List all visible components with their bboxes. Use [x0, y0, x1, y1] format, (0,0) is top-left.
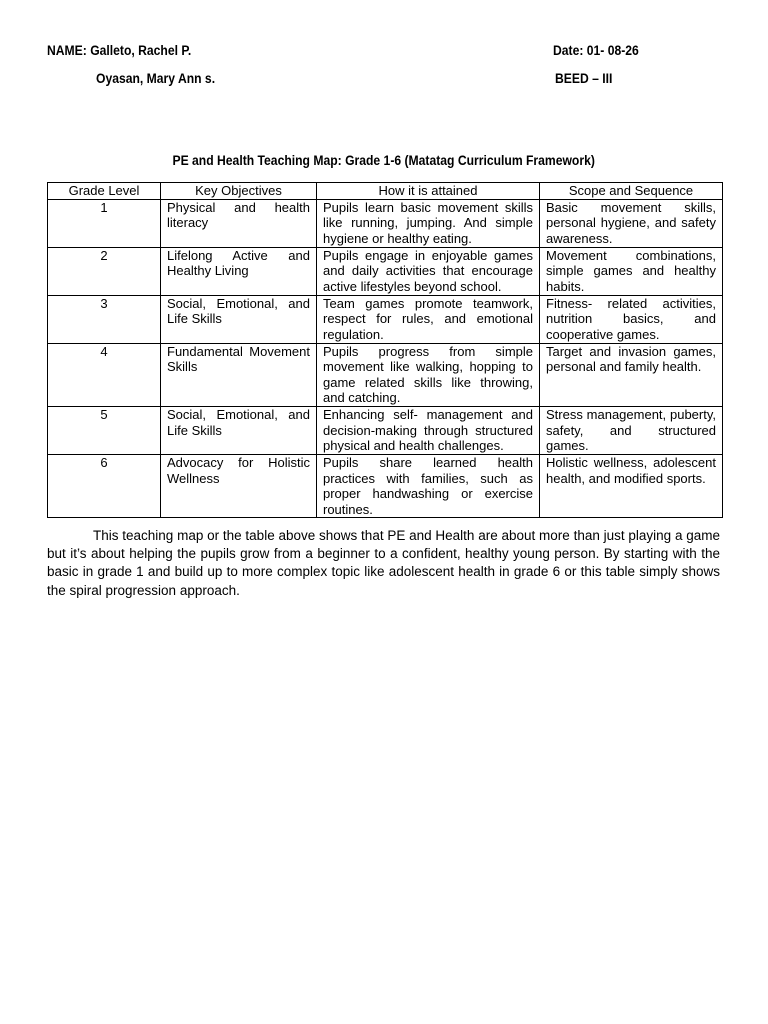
grade-cell: 1 — [48, 199, 161, 247]
table-row — [48, 295, 723, 343]
attained-cell: Pupils engage in enjoyable games and daily activities that encourage active lifestyles beyond school. — [317, 247, 540, 295]
objective-cell: Lifelong Active and Healthy Living — [161, 247, 317, 295]
scope-cell: Holistic wellness, adolescent health, and modified sports. — [540, 454, 723, 517]
objective-cell: Advocacy for Holistic Wellness — [161, 454, 317, 517]
grade-cell: 4 — [48, 343, 161, 406]
second-name-line: Oyasan, Mary Ann s. — [96, 71, 216, 86]
grade-cell: 6 — [48, 454, 161, 517]
objective-cell: Social, Emotional, and Life Skills — [161, 406, 317, 454]
document-title-text: PE and Health Teaching Map: Grade 1-6 (Matatag Curriculum Framework) — [172, 153, 596, 168]
scope-cell: Movement combinations, simple games and healthy habits. — [540, 247, 723, 295]
scope-cell: Stress management, puberty, safety, and structured games. — [540, 406, 723, 454]
table-row — [48, 406, 723, 454]
scope-cell: Fitness- related activities, nutrition basics, and cooperative games. — [540, 295, 723, 343]
grade-cell: 5 — [48, 406, 161, 454]
date-line: Date: 01- 08-26 — [553, 43, 639, 58]
scope-cell: Basic movement skills, personal hygiene, and safety awareness. — [540, 199, 723, 247]
table-row — [48, 343, 723, 406]
course-line: BEED – III — [555, 71, 613, 86]
attained-cell: Enhancing self- management and decision-making through structured physical and health challenges. — [317, 406, 540, 454]
column-header-grade-level: Grade Level — [48, 183, 161, 200]
attained-cell: Pupils progress from simple movement like walking, hopping to game related skills like throwing, and catching. — [317, 343, 540, 406]
table-header-row — [48, 183, 723, 200]
attained-cell: Team games promote teamwork, respect for rules, and emotional regulation. — [317, 295, 540, 343]
objective-cell: Physical and health literacy — [161, 199, 317, 247]
table-row — [48, 247, 723, 295]
table-row — [48, 454, 723, 517]
objective-cell: Social, Emotional, and Life Skills — [161, 295, 317, 343]
column-header-key-objectives: Key Objectives — [161, 183, 317, 200]
column-header-scope-sequence: Scope and Sequence — [540, 183, 723, 200]
grade-cell: 3 — [48, 295, 161, 343]
grade-cell: 2 — [48, 247, 161, 295]
attained-cell: Pupils learn basic movement skills like running, jumping. And simple hygiene or healthy eating. — [317, 199, 540, 247]
attained-cell: Pupils share learned health practices with families, such as proper handwashing or exercise routines. — [317, 454, 540, 517]
objective-cell: Fundamental Movement Skills — [161, 343, 317, 406]
teaching-map-table — [47, 182, 723, 518]
scope-cell: Target and invasion games, personal and family health. — [540, 343, 723, 406]
document-title — [47, 153, 721, 168]
column-header-how-attained: How it is attained — [317, 183, 540, 200]
summary-paragraph: This teaching map or the table above shows that PE and Health are about more than just playing a game but it’s about helping the pupils grow from a beginner to a confident, healthy young person. By starting with the basic in grade 1 and build up to more complex topic like adolescent health in grade 6 or this table simply shows the spiral progression approach. — [47, 528, 720, 598]
table-row — [48, 199, 723, 247]
name-line: NAME: Galleto, Rachel P. — [47, 43, 192, 58]
